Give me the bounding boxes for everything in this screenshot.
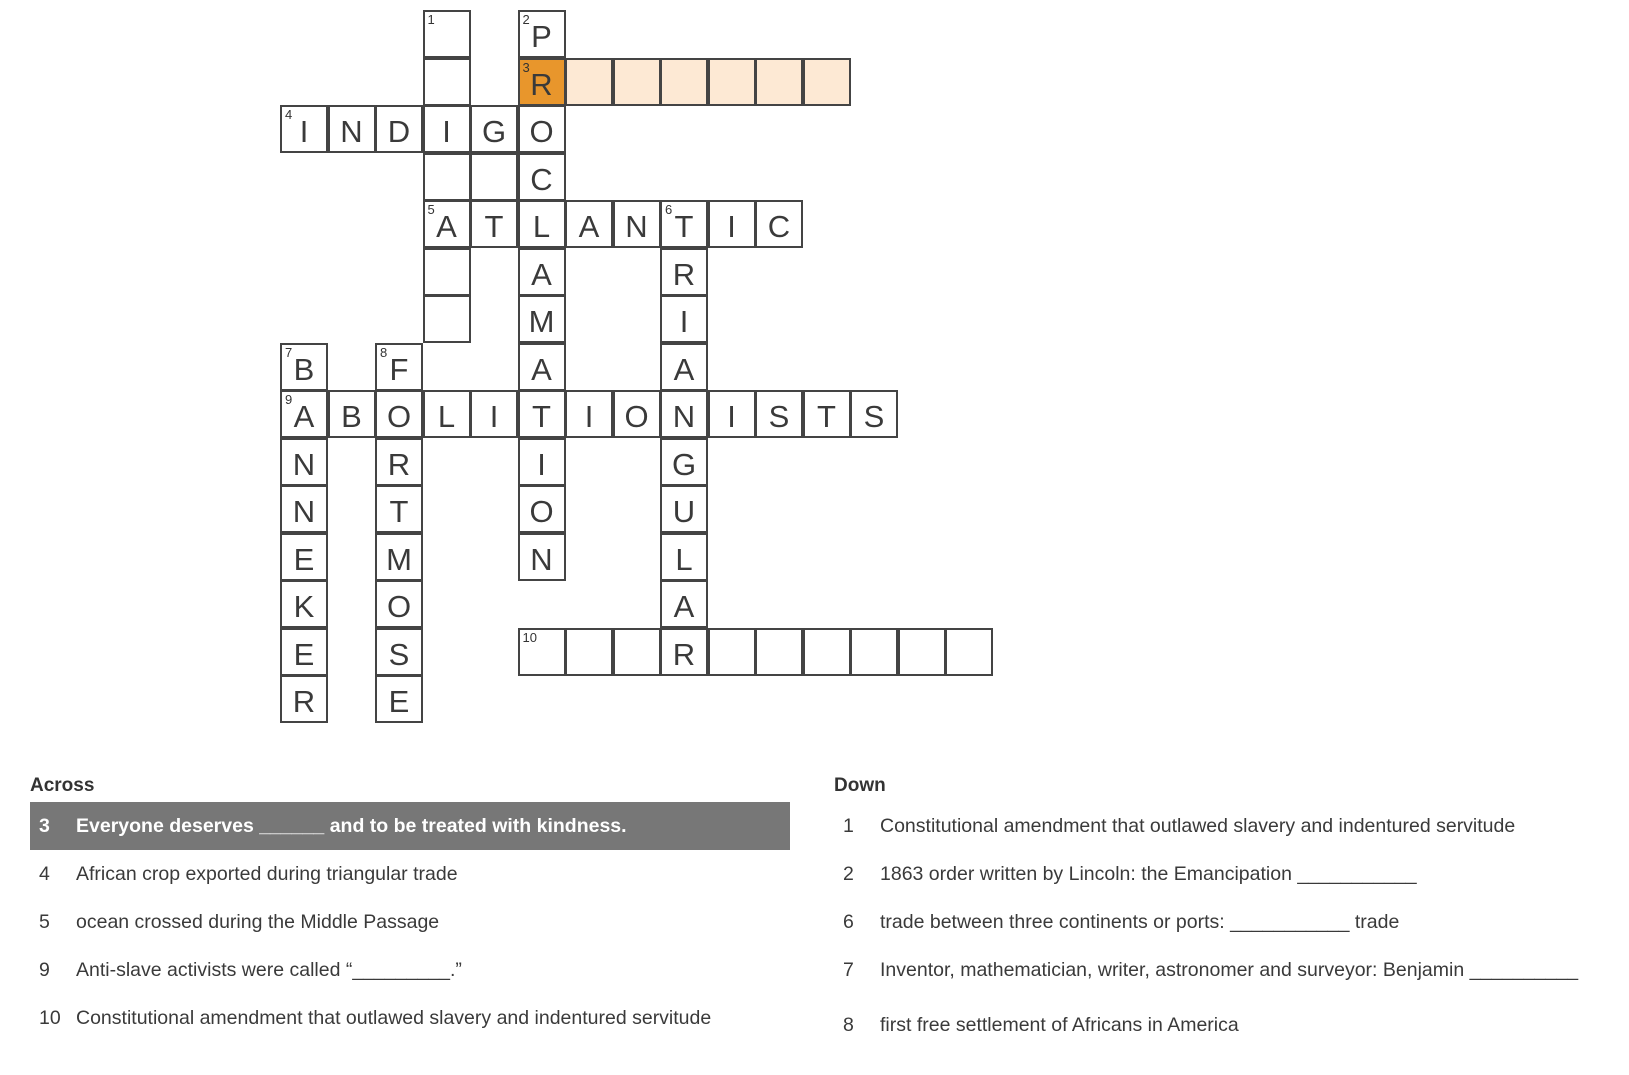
clue-number: 2 [843,863,854,885]
cell-letter: N [530,541,553,577]
grid-cell[interactable] [660,390,708,438]
grid-cell[interactable] [518,628,566,676]
cell-letter: T [389,494,409,529]
cell-letter: C [767,209,791,244]
clue-number: 9 [39,959,50,981]
cell-letter: E [293,636,315,672]
grid-cell[interactable] [660,533,708,581]
cell-letter: G [481,114,507,149]
grid-cell[interactable] [423,248,471,296]
grid-cell[interactable] [518,153,566,201]
cell-letter: M [528,304,555,339]
grid-cell[interactable] [375,580,423,628]
grid-cell[interactable] [280,438,328,486]
cell-letter: T [532,399,551,434]
cell-number: 8 [380,344,388,360]
cell-letter: R [387,446,411,482]
cell-letter: I [679,304,689,339]
grid-cell[interactable] [565,200,613,248]
grid-cell[interactable] [375,438,423,486]
cell-letter: A [673,351,695,387]
down-heading: Down [834,775,886,796]
cell-letter: T [674,209,694,244]
grid-cell[interactable] [708,58,756,106]
grid-cell[interactable] [518,485,566,533]
grid-cell[interactable] [898,628,946,676]
grid-cell[interactable] [518,343,566,391]
grid-cell[interactable] [328,390,376,438]
grid-cell[interactable] [280,628,328,676]
cell-letter: S [388,636,410,672]
clue-across-9[interactable] [30,946,790,994]
grid-cell[interactable] [423,390,471,438]
cell-letter: R [292,684,316,719]
grid-cell[interactable] [280,105,328,153]
grid-cell[interactable] [375,485,423,533]
grid-cell[interactable] [660,628,708,676]
grid-cell[interactable] [518,438,566,486]
grid-cell[interactable] [518,10,566,58]
clue-number: 3 [39,815,50,837]
clue-down-6[interactable] [834,898,1624,946]
grid-cell[interactable] [280,343,328,391]
cell-letter: B [293,351,315,387]
cell-letter: E [293,541,315,577]
across-heading: Across [30,775,95,796]
grid-cell[interactable] [708,628,756,676]
grid-cell[interactable] [565,390,613,438]
grid-cell[interactable] [708,200,756,248]
grid-cell[interactable] [518,248,566,296]
cell-letter: O [529,114,554,149]
clue-across-3[interactable] [30,802,790,850]
cell-letter: O [624,399,649,434]
clue-text: Everyone deserves ______ and to be treated with kindness. [76,815,627,837]
cell-number: 5 [427,202,435,217]
cell-letter: E [388,684,410,719]
cell-letter: R [672,636,696,672]
cell-letter: R [672,256,696,292]
clue-number: 5 [39,911,50,933]
clue-text: Anti-slave activists were called “_________.” [76,959,462,981]
grid-cell[interactable] [660,295,708,343]
grid-cell[interactable] [613,390,661,438]
grid-cell[interactable] [660,580,708,628]
clue-text: African crop exported during triangular trade [76,863,458,885]
grid-cell[interactable] [518,58,566,106]
grid-cell[interactable] [660,248,708,296]
grid-cell[interactable] [280,533,328,581]
cell-letter: N [340,114,363,149]
grid-cell[interactable] [328,105,376,153]
grid-cell[interactable] [470,390,518,438]
grid-cell[interactable] [518,390,566,438]
grid-cell[interactable] [850,390,898,438]
grid-cell[interactable] [375,675,423,723]
grid-cell[interactable] [660,438,708,486]
cell-letter: N [625,209,648,244]
grid-cell[interactable] [945,628,993,676]
cell-letter: L [437,399,456,434]
cell-letter: I [489,399,499,434]
grid-cell[interactable] [518,533,566,581]
grid-cell[interactable] [375,343,423,391]
cell-number: 9 [285,392,293,407]
clue-number: 10 [39,1007,61,1029]
cell-number: 3 [522,59,530,75]
grid-cell[interactable] [423,10,471,58]
grid-cell[interactable] [755,628,803,676]
cell-number: 6 [665,202,673,217]
cell-letter: C [530,161,553,197]
cell-letter: N [292,494,316,529]
grid-cell[interactable] [803,390,851,438]
clue-across-5[interactable] [30,898,790,946]
cell-letter: N [292,446,316,482]
cell-letter: A [531,351,552,387]
grid-cell[interactable] [613,200,661,248]
grid-cell[interactable] [565,58,613,106]
clue-text: Inventor, mathematician, writer, astronomer and surveyor: Benjamin __________ [880,959,1579,981]
grid-cell[interactable] [423,200,471,248]
grid-cell[interactable] [755,390,803,438]
cell-letter: R [530,66,553,102]
clue-text: Constitutional amendment that outlawed slavery and indentured servitude [76,1007,712,1029]
cell-letter: A [673,589,695,624]
cell-number: 1 [427,12,435,27]
grid-cell[interactable] [518,200,566,248]
cell-letter: I [537,446,546,482]
grid-cell[interactable] [423,295,471,343]
cell-letter: I [442,114,451,149]
clue-number: 4 [39,863,50,885]
grid-cell[interactable] [850,628,898,676]
grid-cell[interactable] [613,58,661,106]
grid-cell[interactable] [423,58,471,106]
cell-letter: G [671,446,697,482]
grid-cell[interactable] [660,58,708,106]
cell-letter: M [386,541,412,577]
cell-letter: I [299,114,309,149]
grid-cell[interactable] [280,580,328,628]
cell-letter: O [529,494,554,529]
cell-letter: K [293,589,315,624]
grid-cell[interactable] [280,485,328,533]
grid-cell[interactable] [565,628,613,676]
grid-cell[interactable] [423,153,471,201]
cell-letter: A [578,209,600,244]
grid-cell[interactable] [803,58,851,106]
clue-number: 1 [843,815,854,837]
cell-number: 10 [522,629,537,645]
clue-number: 6 [843,911,854,933]
clue-text: 1863 order written by Lincoln: the Emancipation ___________ [880,863,1417,885]
grid-cell[interactable] [613,628,661,676]
clue-down-7[interactable] [834,946,1624,1001]
clue-down-1[interactable] [834,802,1624,850]
grid-cell[interactable] [518,105,566,153]
grid-cell[interactable] [375,390,423,438]
clue-text: trade between three continents or ports: ___________ trade [880,911,1400,933]
cell-number: 2 [522,12,530,27]
clue-down-8[interactable] [834,1001,1624,1049]
clue-number: 8 [843,1014,854,1036]
cell-letter: I [584,399,594,434]
cell-letter: T [817,399,836,434]
clue-text: first free settlement of Africans in America [880,1014,1239,1036]
grid-cell[interactable] [470,200,518,248]
grid-cell[interactable] [803,628,851,676]
cell-letter: F [389,351,409,387]
clue-across-10[interactable] [30,994,790,1042]
cell-letter: A [436,209,457,244]
grid-cell[interactable] [375,533,423,581]
grid-cell[interactable] [660,343,708,391]
cell-letter: A [293,399,315,434]
grid-cell[interactable] [518,295,566,343]
clue-text: ocean crossed during the Middle Passage [76,911,440,933]
cell-letter: L [675,541,693,577]
cell-letter: D [387,114,411,149]
grid-cell[interactable] [280,390,328,438]
down-clues [834,770,1624,1049]
clue-number: 7 [843,959,854,981]
cell-letter: T [484,209,504,244]
cell-letter: S [768,399,790,434]
grid-cell[interactable] [470,105,518,153]
grid-cell[interactable] [470,153,518,201]
grid-cell[interactable] [660,200,708,248]
cell-letter: S [863,399,885,434]
grid-cell[interactable] [660,485,708,533]
clue-text: Constitutional amendment that outlawed slavery and indentured servitude [880,815,1516,837]
grid-cell[interactable] [755,58,803,106]
cell-letter: I [727,209,736,244]
cell-letter: L [532,209,551,244]
cell-number: 7 [285,344,293,360]
clue-down-2[interactable] [834,850,1624,898]
grid-cell[interactable] [375,628,423,676]
across-clues [30,770,790,1042]
grid-cell[interactable] [708,390,756,438]
cell-letter: O [386,399,412,434]
cell-letter: U [672,494,696,529]
grid-cell[interactable] [423,105,471,153]
cell-number: 4 [285,107,293,122]
cell-letter: A [531,256,552,292]
grid-cell[interactable] [280,675,328,723]
clue-across-4[interactable] [30,850,790,898]
grid-cell[interactable] [755,200,803,248]
cell-letter: B [341,399,362,434]
cell-letter: O [386,589,412,624]
cell-letter: P [531,19,552,54]
grid-cell[interactable] [375,105,423,153]
cell-letter: I [727,399,736,434]
cell-letter: N [672,399,696,434]
